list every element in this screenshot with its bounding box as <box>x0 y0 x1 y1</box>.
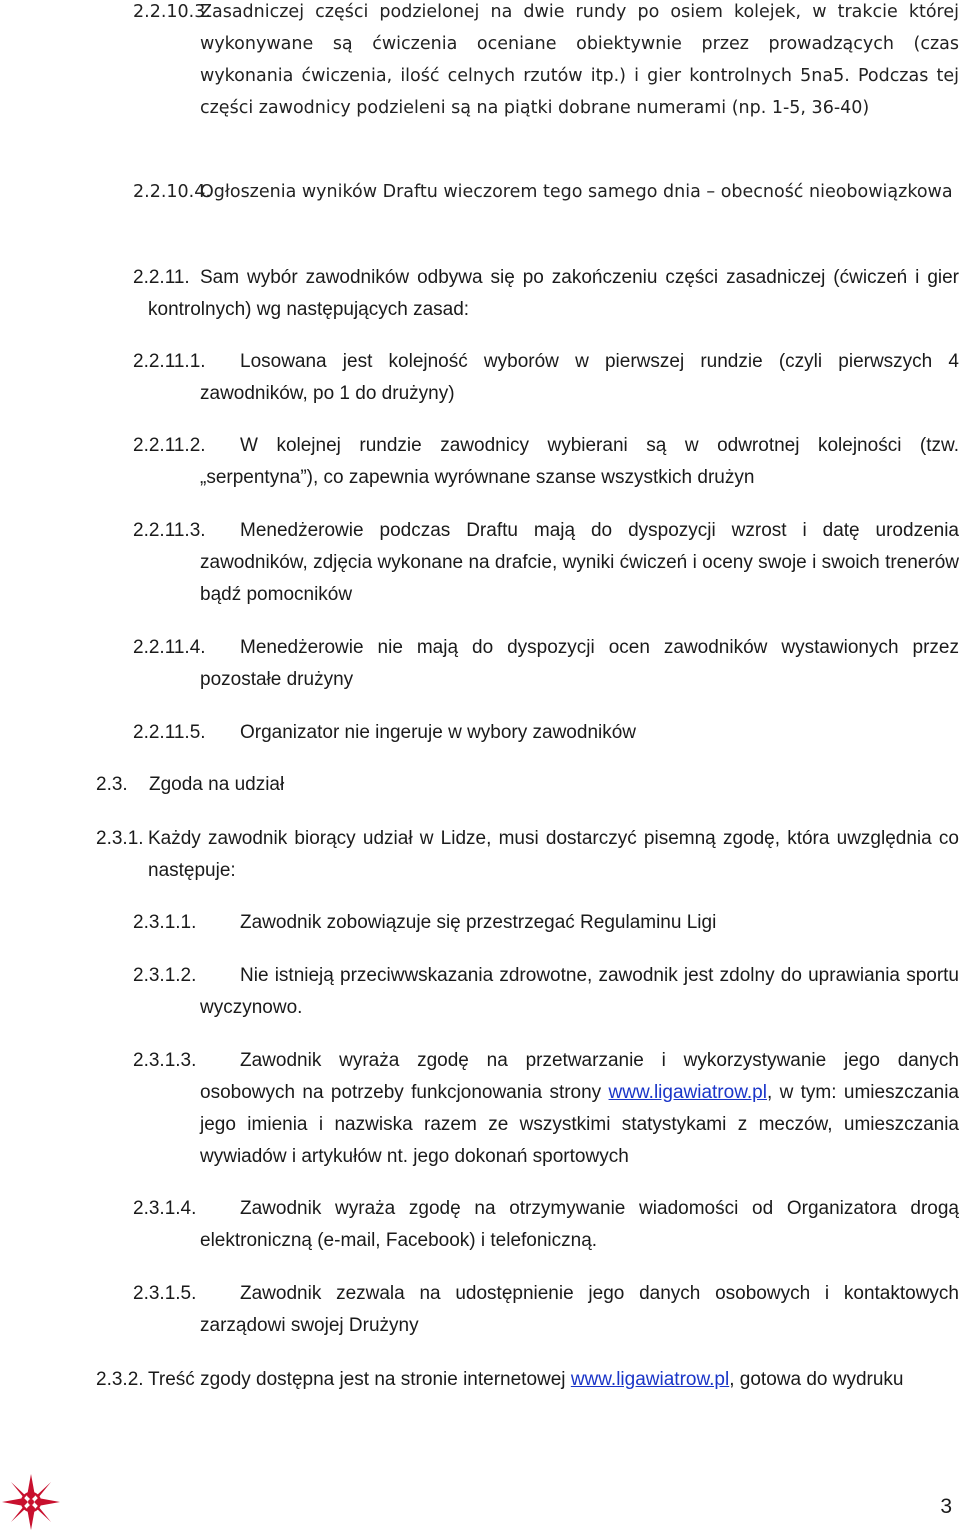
section-number: 2.2.10.3. <box>133 2 211 22</box>
page-number: 3 <box>940 1495 952 1518</box>
section-number: 2.3.2. <box>96 1369 144 1390</box>
section-number: 2.2.11.1. <box>133 351 206 372</box>
section-number: 2.2.11.4. <box>133 637 206 658</box>
section-text: Zawodnik wyraża zgodę na przetwarzanie i wykorzystywanie jego danych osobowych na potrzeby funkcjonowania strony www.ligawiatrow.pl, w tym: umieszczania jego imienia i nazwiska razem ze wszystkimi statystykami z meczów, umieszczania wywiadów i artykułów nt. jego dokonań sportowych <box>200 1050 959 1167</box>
compass-rose-icon <box>2 1474 60 1530</box>
section-2-3-1-2 <box>133 960 959 1024</box>
section-2-2-11-3 <box>133 515 959 611</box>
section-text: Zawodnik zezwala na udostępnienie jego danych osobowych i kontaktowych zarządowi swojej Drużyny <box>200 1283 959 1336</box>
section-title: Zgoda na udział <box>149 774 285 795</box>
section-number: 2.3.1.3. <box>133 1050 197 1071</box>
section-number: 2.3. <box>96 774 128 795</box>
section-text: Menedżerowie podczas Draftu mają do dyspozycji wzrost i datę urodzenia zawodników, zdjęcia wykonane na drafcie, wyniki ćwiczeń i oceny swoje i swoich trenerów bądź pomocników <box>200 520 959 605</box>
section-2-3-1-4 <box>133 1193 959 1257</box>
section-2-2-11-1 <box>133 346 959 410</box>
section-2-3-1-1 <box>133 907 959 939</box>
section-number: 2.3.1.4. <box>133 1198 197 1219</box>
ligawiatrow-link[interactable]: www.ligawiatrow.pl <box>570 1369 730 1390</box>
section-text: W kolejnej rundzie zawodnicy wybierani są w odwrotnej kolejności (tzw. „serpentyna”), co zapewnia wyrównane szanse wszystkich drużyn <box>200 435 959 488</box>
section-2-2-11-2 <box>133 430 959 494</box>
section-number: 2.2.10.4. <box>133 182 211 202</box>
section-number: 2.2.11.5. <box>133 722 206 743</box>
ligawiatrow-link[interactable]: www.ligawiatrow.pl <box>608 1082 767 1103</box>
section-text: Ogłoszenia wyników Draftu wieczorem tego samego dnia – obecność nieobowiązkowa <box>200 182 953 202</box>
section-2-2-10-3 <box>133 0 959 124</box>
section-text: Każdy zawodnik biorący udział w Lidze, musi dostarczyć pisemną zgodę, która uwzględnia co następuje: <box>148 828 959 881</box>
section-number: 2.3.1.1. <box>133 912 197 933</box>
section-text: Treść zgody dostępna jest na stronie internetowej www.ligawiatrow.pl, gotowa do wydruku <box>148 1369 904 1390</box>
section-text: Zawodnik zobowiązuje się przestrzegać Regulaminu Ligi <box>240 912 717 933</box>
section-2-3-2 <box>96 1364 959 1396</box>
section-number: 2.3.1.2. <box>133 965 197 986</box>
section-text: Sam wybór zawodników odbywa się po zakończeniu części zasadniczej (ćwiczeń i gier kontrolnych) wg następujących zasad: <box>148 267 959 320</box>
section-number: 2.2.11.2. <box>133 435 206 456</box>
section-2-3-1-5 <box>133 1278 959 1342</box>
section-2-2-11-5 <box>133 717 959 749</box>
section-number: 2.3.1.5. <box>133 1283 197 1304</box>
section-text: Zawodnik wyraża zgodę na otrzymywanie wiadomości od Organizatora drogą elektroniczną (e-mail, Facebook) i telefoniczną. <box>200 1198 959 1251</box>
section-text: Nie istnieją przeciwwskazania zdrowotne, zawodnik jest zdolny do uprawiania sportu wyczynowo. <box>200 965 959 1018</box>
section-number: 2.3.1. <box>96 828 144 849</box>
section-number: 2.2.11.3. <box>133 520 206 541</box>
section-text: Menedżerowie nie mają do dyspozycji ocen zawodników wystawionych przez pozostałe drużyny <box>200 637 959 690</box>
section-2-2-11 <box>133 262 959 326</box>
section-number: 2.2.11. <box>133 267 190 288</box>
section-text: Organizator nie ingeruje w wybory zawodników <box>240 722 637 743</box>
section-2-3-heading <box>96 769 284 801</box>
section-2-2-11-4 <box>133 632 959 696</box>
section-text: Zasadniczej części podzielonej na dwie rundy po osiem kolejek, w trakcie której wykonywane są ćwiczenia oceniane obiektywnie przez prowadzących (czas wykonania ćwiczenia, ilość celnych rzutów itp.) i gier kontrolnych 5na5. Podczas tej części zawodnicy podzieleni są na piątki dobrane numerami (np. 1-5, 36-40) <box>200 2 959 118</box>
section-2-3-1 <box>96 823 959 887</box>
section-2-3-1-3 <box>133 1045 959 1173</box>
section-text: Losowana jest kolejność wyborów w pierwszej rundzie (czyli pierwszych 4 zawodników, po 1 do drużyny) <box>200 351 959 404</box>
section-2-2-10-4 <box>133 176 959 208</box>
